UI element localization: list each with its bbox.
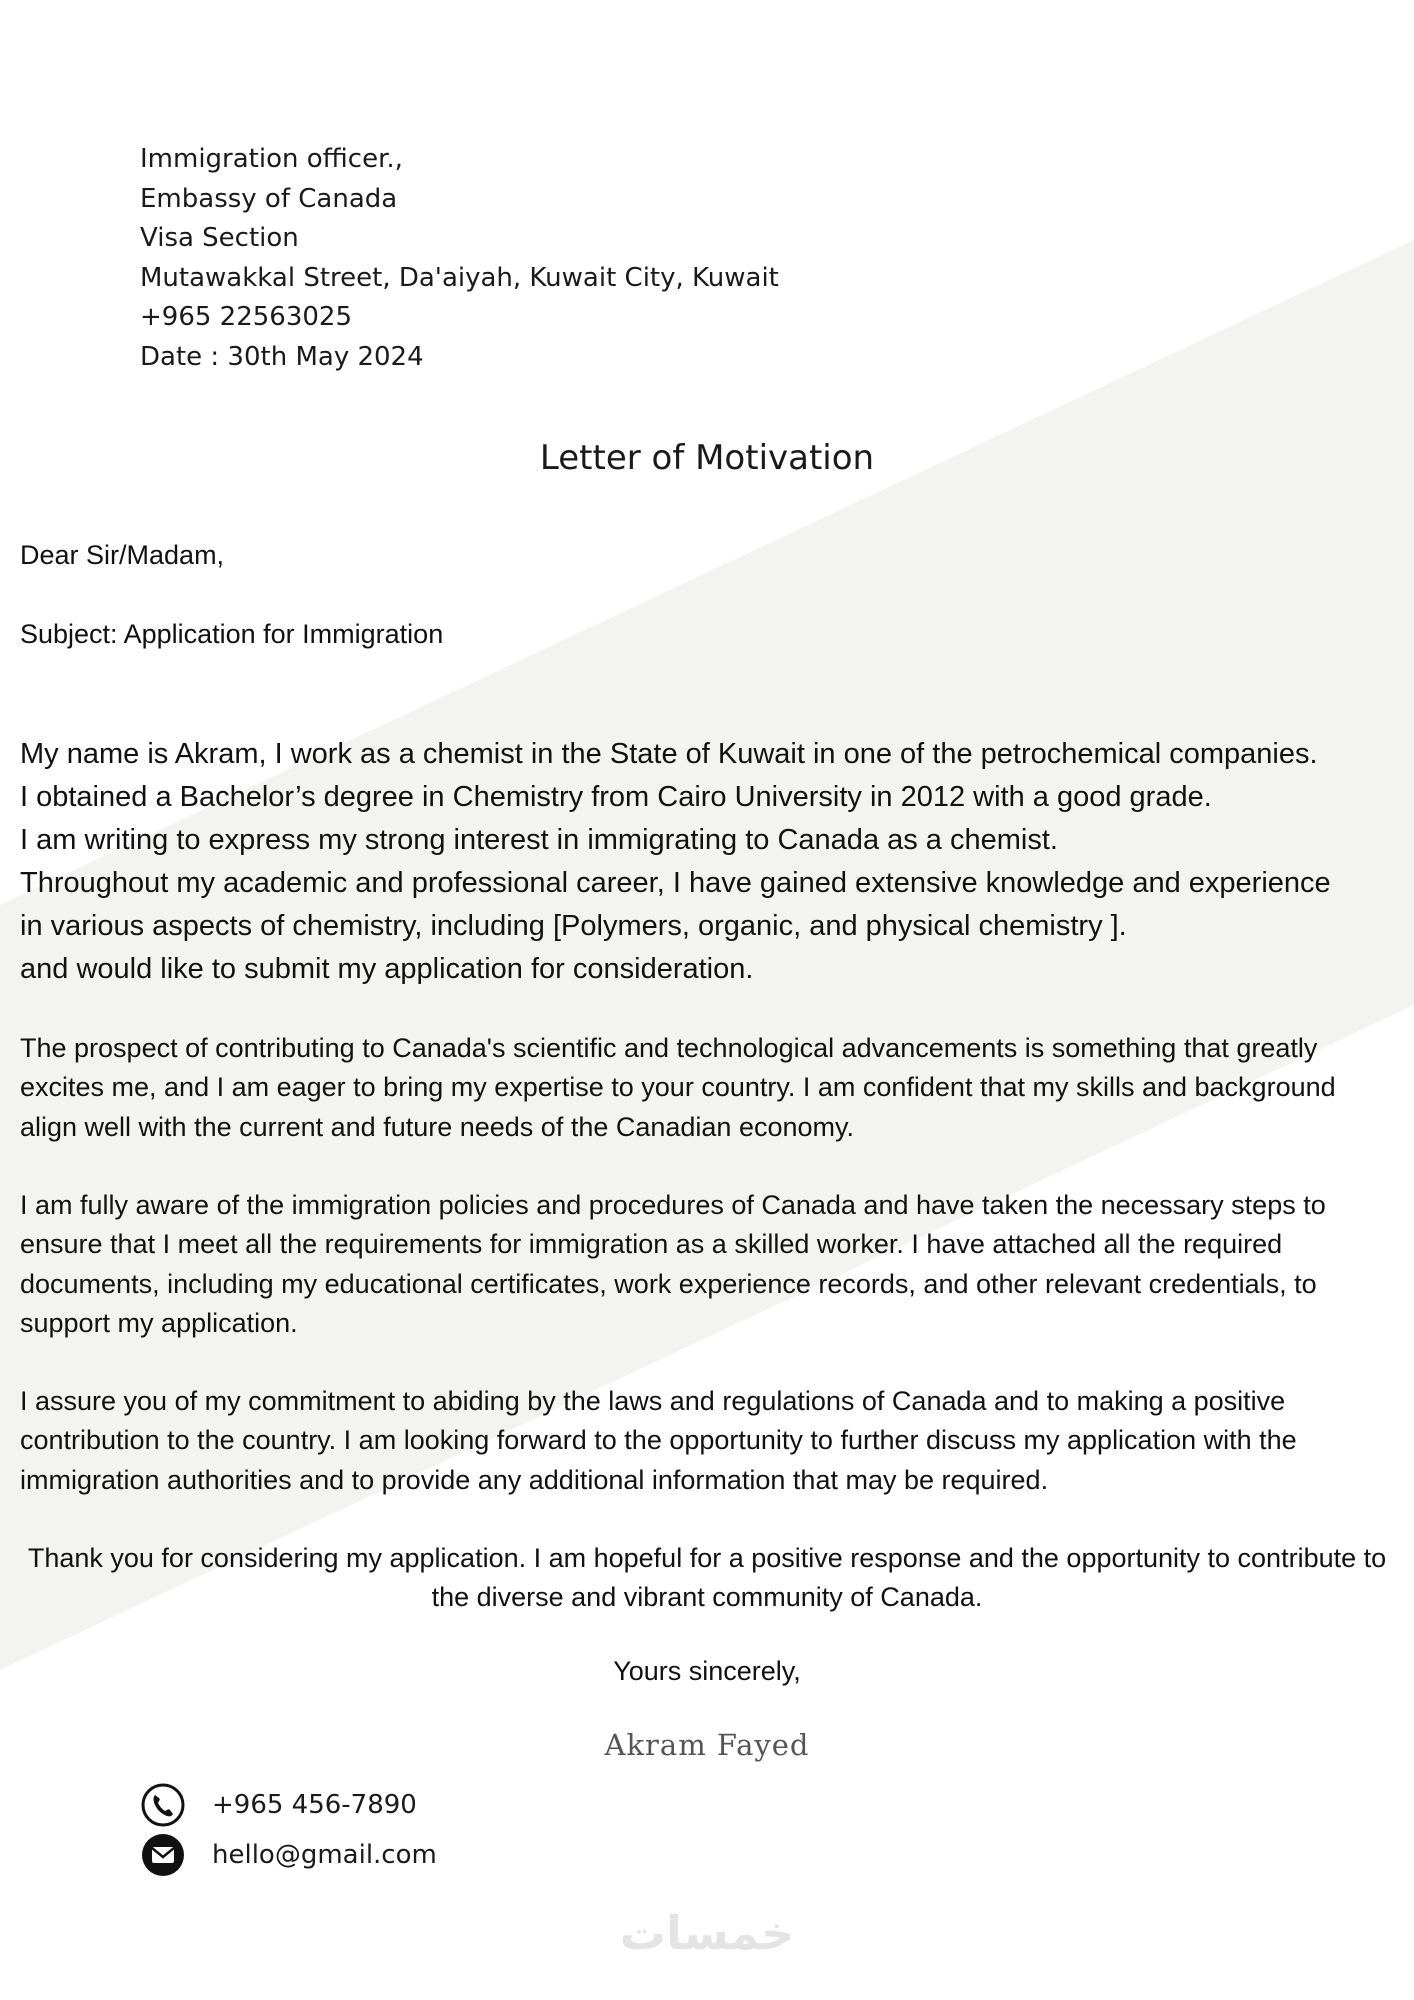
recipient-line: Embassy of Canada: [140, 183, 398, 214]
intro-paragraph: [20, 733, 1405, 991]
body-paragraph-contribution: The prospect of contributing to Canada's scientific and technological advancements is something that greatly excites me, and I am eager to bring my expertise to your country. I am confident that my skills and background align well with the current and future needs of the Canadian economy.: [20, 1033, 1336, 1142]
phone-icon: [140, 1782, 186, 1828]
recipient-line: Visa Section: [140, 223, 299, 253]
phone-number: +965 456-7890: [212, 1790, 417, 1820]
subject-line: Subject: Application for Immigration: [20, 619, 444, 649]
signature: Akram Fayed: [604, 1728, 810, 1762]
letter-date: Date : 30th May 2024: [140, 341, 424, 372]
body-paragraph-requirements: I am fully aware of the immigration policies and procedures of Canada and have taken the necessary steps to ensure that I meet all the requirements for immigration as a skilled worker. I have attached all the required documents, including my educational certificates, work experience records, and other relevant credentials, to support my application.: [20, 1190, 1326, 1338]
intro-line: in various aspects of chemistry, including [Polymers, organic, and physical chemistry ].: [20, 910, 1127, 942]
email-address: hello@gmail.com: [212, 1840, 437, 1870]
letter-title: Letter of Motivation: [539, 438, 875, 478]
body-paragraph-thanks: Thank you for considering my application. I am hopeful for a positive response and the opportunity to contribute to the diverse and vibrant community of Canada.: [27, 1543, 1387, 1613]
body-paragraph-commitment: I assure you of my commitment to abiding by the laws and regulations of Canada and to making a positive contribution to the country. I am looking forward to the opportunity to further discuss my application with the immigration authorities and to provide any additional information that may be required.: [20, 1386, 1297, 1495]
recipient-line: +965 22563025: [140, 302, 353, 332]
contact-email: [140, 1832, 437, 1878]
intro-line: Throughout my academic and professional career, I have gained extensive knowledge and experience: [20, 867, 1331, 899]
intro-line: and would like to submit my application for consideration.: [20, 953, 754, 985]
intro-line: I obtained a Bachelor’s degree in Chemistry from Cairo University in 2012 with a good grade.: [20, 781, 1212, 813]
recipient-line: Immigration officer.,: [140, 144, 403, 174]
recipient-line: Mutawakkal Street, Da'aiyah, Kuwait City, Kuwait: [140, 262, 779, 293]
salutation: Dear Sir/Madam,: [20, 540, 225, 570]
recipient-address-block: [140, 140, 779, 377]
intro-line: My name is Akram, I work as a chemist in the State of Kuwait in one of the petrochemical companies.: [20, 738, 1318, 770]
closing-line: Yours sincerely,: [613, 1656, 801, 1686]
watermark-logo: خمسات: [619, 1906, 795, 1960]
contact-phone: [140, 1782, 417, 1828]
intro-line: I am writing to express my strong interest in immigrating to Canada as a chemist.: [20, 824, 1058, 856]
email-icon: [140, 1832, 186, 1878]
